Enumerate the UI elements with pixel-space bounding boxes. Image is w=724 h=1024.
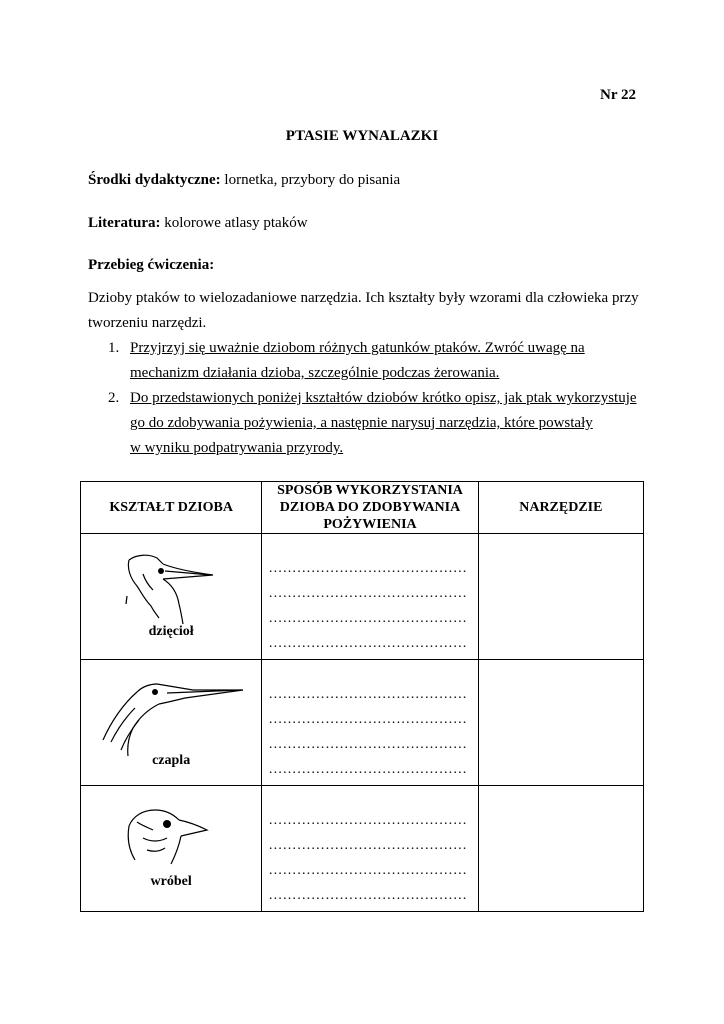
sparrow-head-icon — [81, 786, 262, 912]
tool-cell[interactable] — [478, 534, 643, 660]
page-title: PTASIE WYNALAZKI — [285, 128, 439, 144]
task-line: Przyjrzyj się uważnie dziobom różnych gatunków ptaków. Zwróć uwagę na — [130, 340, 585, 356]
answer-lines — [262, 534, 477, 656]
dotted-line: …………………………………… — [268, 737, 468, 752]
task-line: go do zdobywania pożywienia, a następnie narysuj narzędzia, które powstały — [130, 415, 593, 431]
task-line: mechanizm działania dzioba, szczególnie podczas żerowania. — [130, 365, 500, 381]
intro-paragraph: Dzioby ptaków to wielozadaniowe narzędzia. Ich kształty były wzorami dla człowieka przy tworzeniu narzędzi. — [88, 290, 639, 331]
usage-cell — [262, 534, 478, 660]
course-label — [88, 257, 214, 274]
table-row — [81, 534, 644, 660]
task-item — [88, 386, 648, 461]
header-usage: SPOSÓB WYKORZYSTANIA DZIOBA DO ZDOBYWANIA POŻYWIENIA — [262, 482, 478, 534]
task-number: 2. — [108, 390, 120, 406]
header-beak-shape: KSZTAŁT DZIOBA — [81, 482, 262, 534]
beak-table — [80, 481, 644, 912]
beak-cell — [81, 534, 262, 660]
usage-cell — [262, 786, 478, 912]
literature-line — [88, 215, 308, 232]
table-row — [81, 660, 644, 786]
task-line: w wyniku podpatrywania przyrody. — [130, 440, 344, 456]
dotted-line: …………………………………… — [268, 687, 468, 702]
table-row — [81, 786, 644, 912]
page-number: Nr 22 — [600, 87, 636, 103]
task-line: Do przedstawionych poniżej kształtów dziobów krótko opisz, jak ptak wykorzystuje — [130, 390, 637, 406]
table-header-row — [81, 482, 644, 534]
dotted-line: …………………………………… — [268, 636, 468, 651]
dotted-line: …………………………………… — [268, 838, 468, 853]
means-label: Środki dydaktyczne: — [88, 172, 221, 188]
task-list — [88, 336, 648, 461]
bird-name: wróbel — [150, 874, 192, 889]
beak-cell — [81, 660, 262, 786]
tool-cell[interactable] — [478, 786, 643, 912]
dotted-line: …………………………………… — [268, 888, 468, 903]
means-value: lornetka, przybory do pisania — [220, 172, 401, 188]
answer-lines — [262, 786, 477, 908]
means-line — [88, 172, 400, 189]
dotted-line: …………………………………… — [268, 813, 468, 828]
usage-cell — [262, 660, 478, 786]
bird-name: czapla — [152, 753, 191, 768]
answer-lines — [262, 660, 477, 782]
literature-label: Literatura: — [88, 215, 161, 231]
dotted-line: …………………………………… — [268, 561, 468, 576]
dotted-line: …………………………………… — [268, 762, 468, 777]
literature-value: kolorowe atlasy ptaków — [160, 215, 308, 231]
dotted-line: …………………………………… — [268, 611, 468, 626]
bird-name: dzięcioł — [148, 624, 194, 639]
dotted-line: …………………………………… — [268, 863, 468, 878]
woodpecker-head-icon — [81, 534, 262, 660]
course-label-text: Przebieg ćwiczenia: — [88, 257, 215, 273]
dotted-line: …………………………………… — [268, 586, 468, 601]
dotted-line: …………………………………… — [268, 712, 468, 727]
beak-cell — [81, 786, 262, 912]
task-item — [88, 336, 648, 386]
task-number: 1. — [108, 340, 120, 356]
header-tool: NARZĘDZIE — [478, 482, 643, 534]
tool-cell[interactable] — [478, 660, 643, 786]
